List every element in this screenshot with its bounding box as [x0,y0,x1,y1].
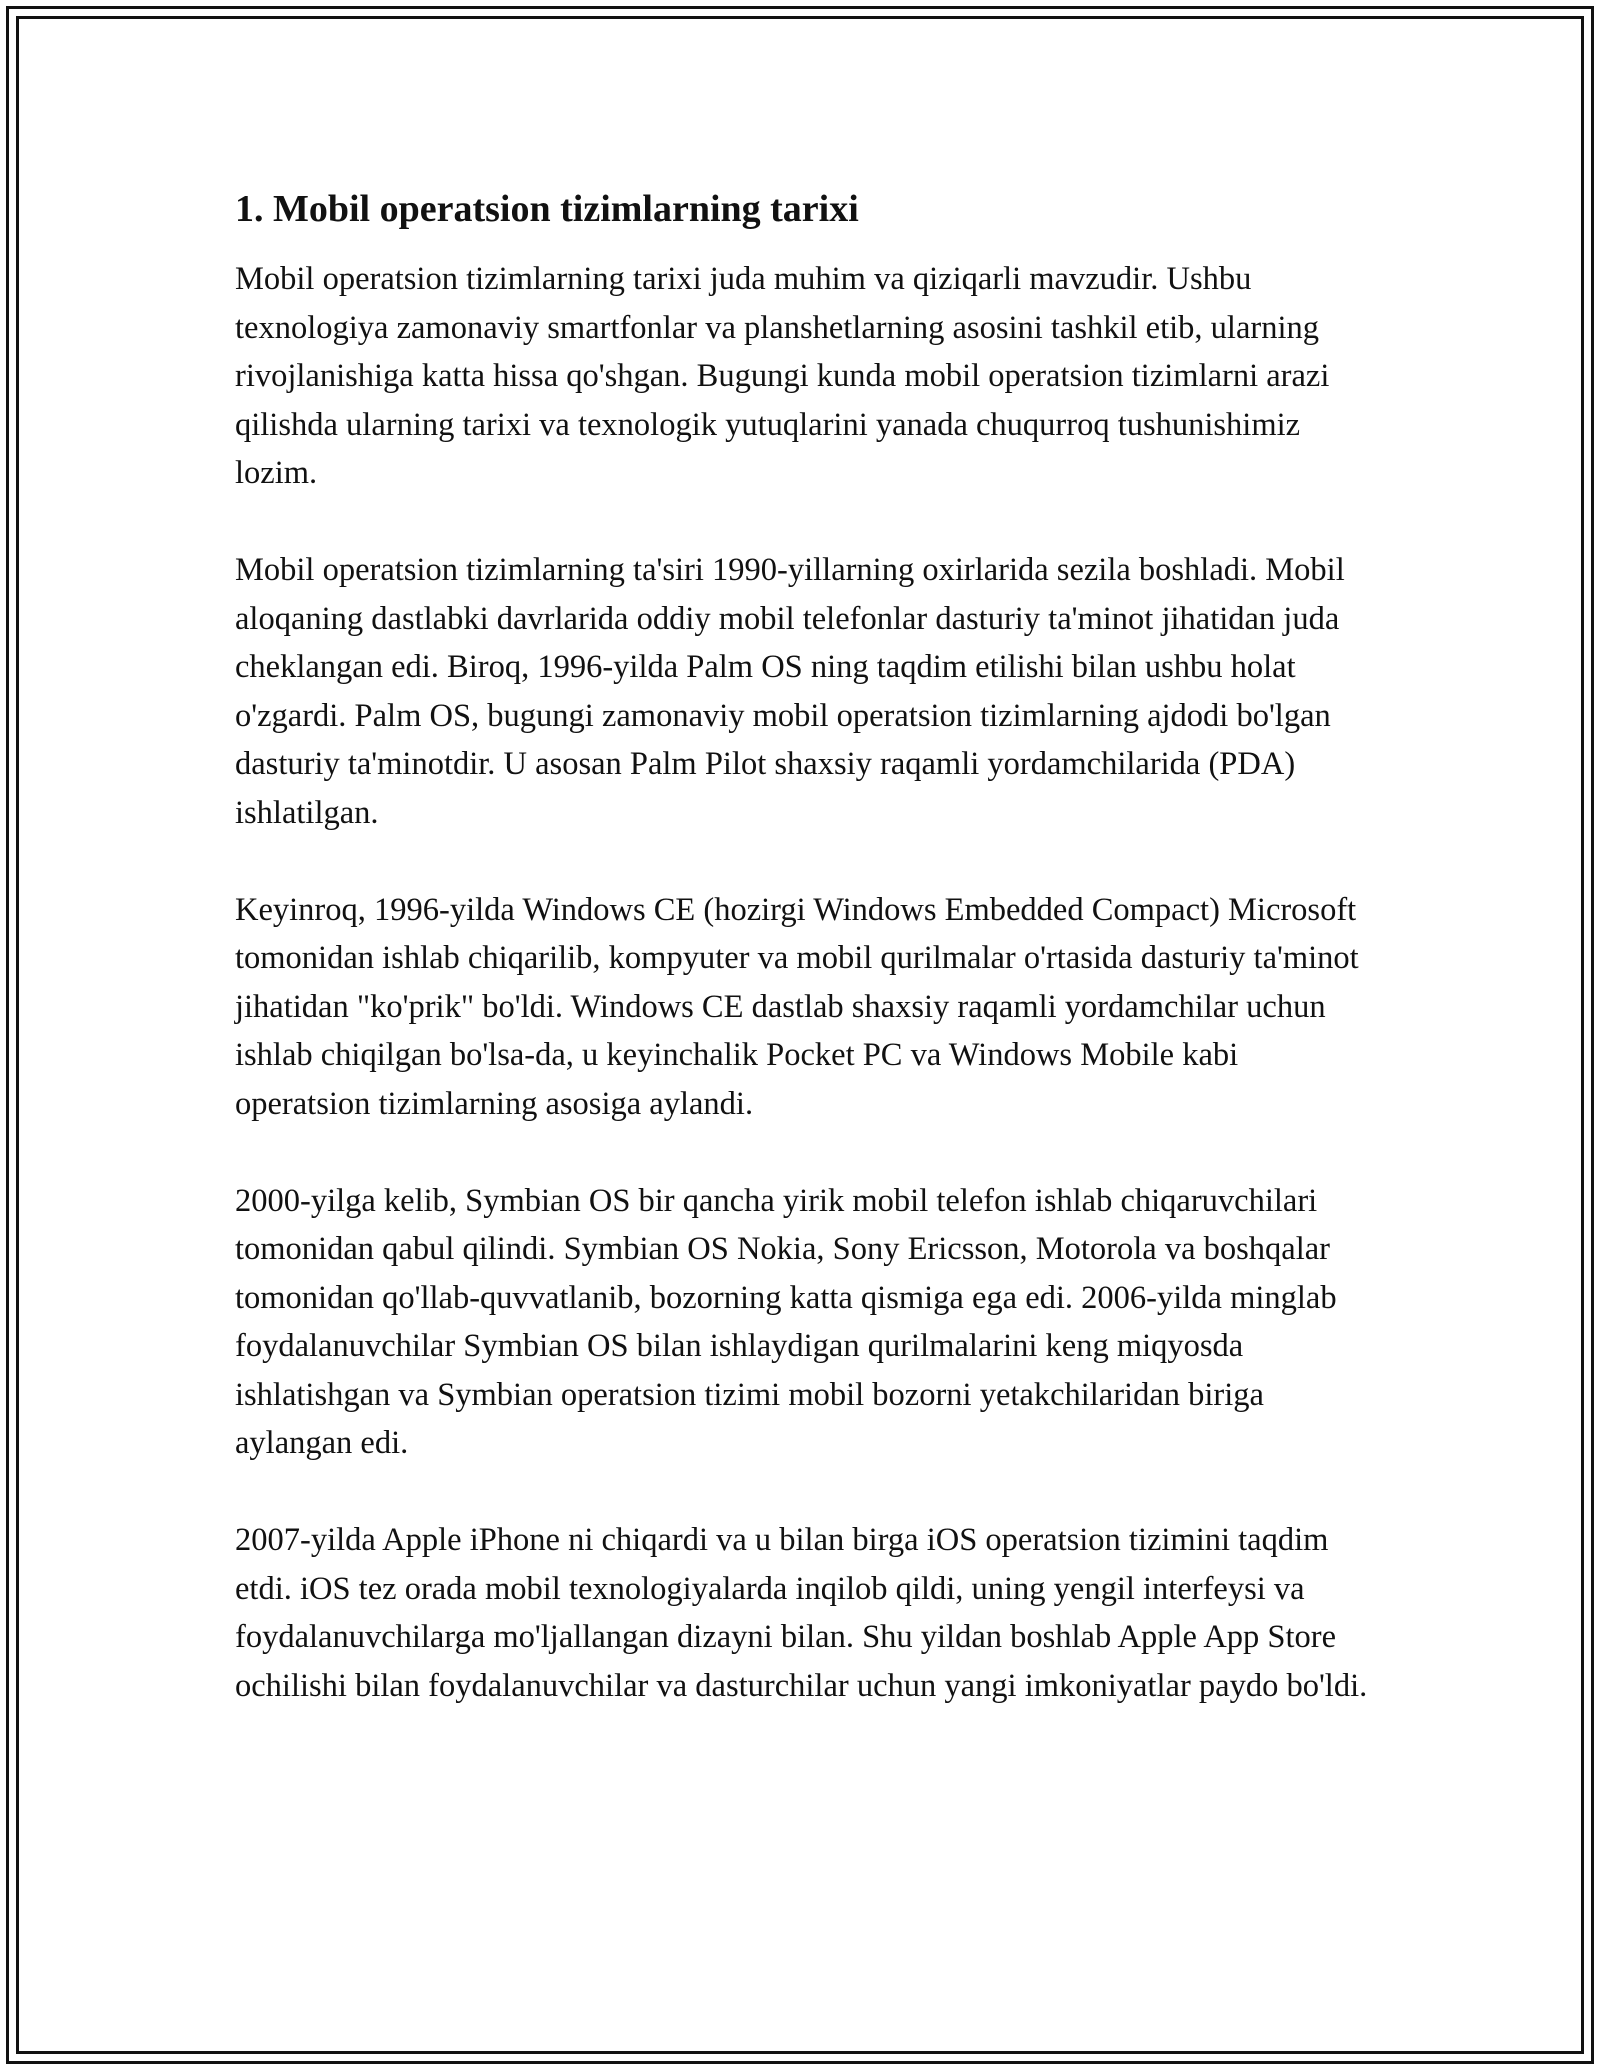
paragraph-intro: Mobil operatsion tizimlarning tarixi juda muhim va qiziqarli mavzudir. Ushbu texnologiya zamonaviy smartfonlar va planshetlarning asosini tashkil etib, ularning rivojlanishiga katta hissa qo'shgan. Bugungi kunda mobil operatsion tizimlarni arazi qilishda ularning tarixi va texnologik yutuqlarini yanada chuqurroq tushunishimiz lozim. [235,261,1330,491]
paragraph-windows-ce: Keyinroq, 1996-yilda Windows CE (hozirgi Windows Embedded Compact) Microsoft tomonidan ishlab chiqarilib, kompyuter va mobil qurilmalar o'rtasida dasturiy ta'minot jihatidan "ko'prik" bo'ldi. Windows CE dastlab shaxsiy raqamli yordamchilar uchun ishlab chiqilgan bo'lsa-da, u keyinchalik Pocket PC va Windows Mobile kabi operatsion tizimlarning asosiga aylandi. [235,891,1359,1122]
paragraph-symbian-os: 2000-yilga kelib, Symbian OS bir qancha yirik mobil telefon ishlab chiqaruvchilari tomonidan qabul qilindi. Symbian OS Nokia, Sony Ericsson, Motorola va boshqalar tomonidan qo'llab-quvvatlanib, bozorning katta qismiga ega edi. 2006-yilda minglab foydalanuvchilar Symbian OS bilan ishlaydigan qurilmalarini keng miqyosda ishlatishgan va Symbian operatsion tizimi mobil bozorni yetakchilaridan biriga aylangan edi. [235,1182,1337,1461]
paragraph-ios: 2007-yilda Apple iPhone ni chiqardi va u bilan birga iOS operatsion tizimini taqdim etdi. iOS tez orada mobil texnologiyalarda inqilob qildi, uning yengil interfeysi va foydalanuvchilarga mo'ljallangan dizayni bilan. Shu yildan boshlab Apple App Store ochilishi bilan foydalanuvchilar va dasturchilar uchun yangi imkoniyatlar paydo bo'ldi. [235,1522,1368,1704]
document-body [235,185,1375,1759]
paragraph-palm-os: Mobil operatsion tizimlarning ta'siri 1990-yillarning oxirlarida sezila boshladi. Mobil aloqaning dastlabki davrlarida oddiy mobil telefonlar dasturiy ta'minot jihatidan juda cheklangan edi. Biroq, 1996-yilda Palm OS ning taqdim etilishi bilan ushbu holat o'zgardi. Palm OS, bugungi zamonaviy mobil operatsion tizimlarning ajdodi bo'lgan dasturiy ta'minotdir. U asosan Palm Pilot shaxsiy raqamli yordamchilarida (PDA) ishlatilgan. [235,552,1345,831]
section-heading: 1. Mobil operatsion tizimlarning tarixi [235,188,859,230]
